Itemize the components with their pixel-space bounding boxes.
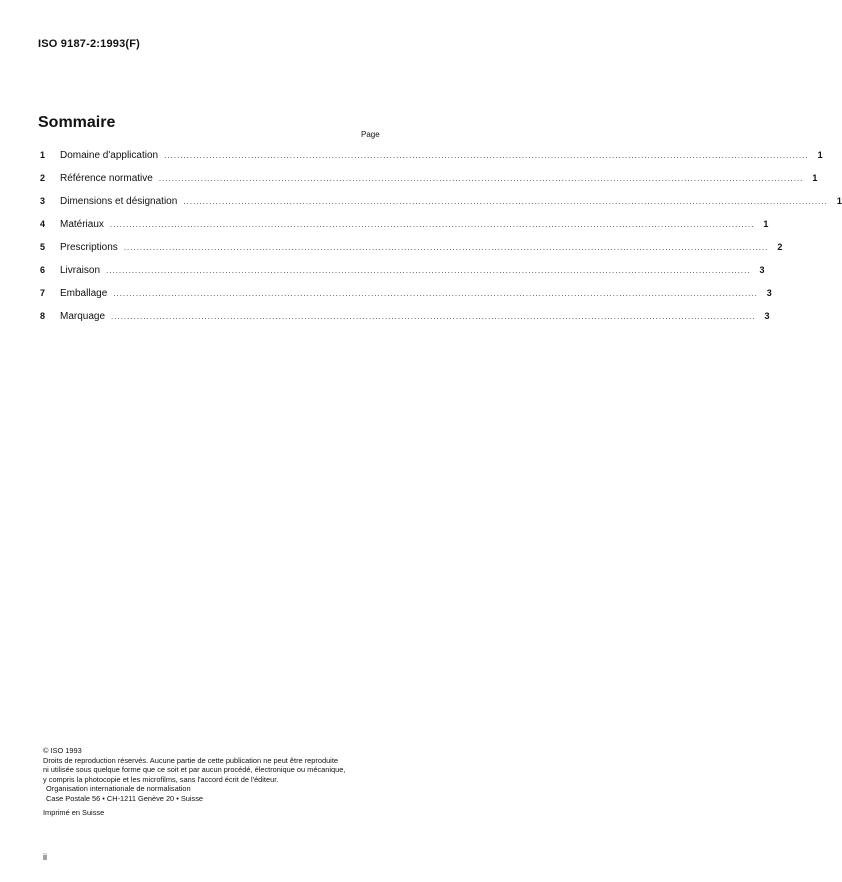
toc-item-number: 7 [40,288,46,298]
toc-item[interactable] [38,242,783,265]
toc-item-number: 5 [40,242,46,252]
toc-item-page: 3 [764,311,770,321]
toc-item-number: 3 [40,196,46,206]
toc-leader-dots: ........................................................................................................................................................................................................ [113,289,758,298]
toc-item-number: 8 [40,311,46,321]
toc-item-label: Domaine d'application [60,150,159,161]
toc-leader-dots: ........................................................................................................................................................................................................ [158,174,804,183]
toc-title: Sommaire [38,114,116,131]
toc-leader-dots: ........................................................................................................................................................................................................ [109,220,755,229]
toc-item-page: 3 [759,265,765,275]
toc-leader-dots: ........................................................................................................................................................................................................ [123,243,769,252]
toc-item-number: 2 [40,173,46,183]
publisher-organisation: Organisation internationale de normalisation [46,784,191,794]
toc-item-label: Référence normative [60,173,153,184]
toc-item-page: 3 [766,288,772,298]
toc-item-label: Marquage [60,311,106,322]
copyright-notice [43,746,403,817]
toc-item-page: 2 [777,242,783,252]
toc-item[interactable] [38,311,770,334]
toc-item-label: Dimensions et désignation [60,196,178,207]
rights-statement-line: ni utilisée sous quelque forme que ce soit et par aucun procédé, électronique ou mécanique, [43,765,346,775]
printed-in-statement: Imprimé en Suisse [43,807,105,817]
document-id: ISO 9187-2:1993(F) [38,38,141,50]
toc-item-label: Emballage [60,288,108,299]
toc-leader-dots: ........................................................................................................................................................................................................ [111,312,756,321]
toc-item[interactable] [38,150,823,173]
rights-statement-line: Droits de reproduction réservés. Aucune partie de cette publication ne peut être reproduite [43,755,338,765]
toc-leader-dots: ........................................................................................................................................................................................................ [164,151,809,160]
toc-item[interactable] [38,173,818,196]
toc-leader-dots: ........................................................................................................................................................................................................ [106,266,751,275]
toc-item-page: 1 [836,196,842,206]
toc-page-column-header: Page [361,130,380,139]
toc-leader-dots: ........................................................................................................................................................................................................ [183,197,828,206]
table-of-contents [38,150,842,334]
toc-item[interactable] [38,219,769,242]
toc-item-label: Prescriptions [60,242,118,253]
toc-item[interactable] [38,196,842,219]
rights-statement-line: y compris la photocopie et les microfilms, sans l'accord écrit de l'éditeur. [43,774,279,784]
toc-item-page: 1 [763,219,769,229]
copyright-line: © ISO 1993 [43,746,82,755]
toc-item-label: Livraison [60,265,101,276]
toc-item[interactable] [38,288,772,311]
toc-item-page: 1 [817,150,823,160]
toc-item-page: 1 [812,173,818,183]
toc-item-number: 1 [40,150,46,160]
toc-item[interactable] [38,265,765,288]
page-number: ii [43,852,47,862]
toc-item-label: Matériaux [60,219,104,230]
toc-item-number: 6 [40,265,46,275]
toc-item-number: 4 [40,219,46,229]
publisher-address: Case Postale 56 • CH-1211 Genève 20 • Suisse [46,793,204,803]
